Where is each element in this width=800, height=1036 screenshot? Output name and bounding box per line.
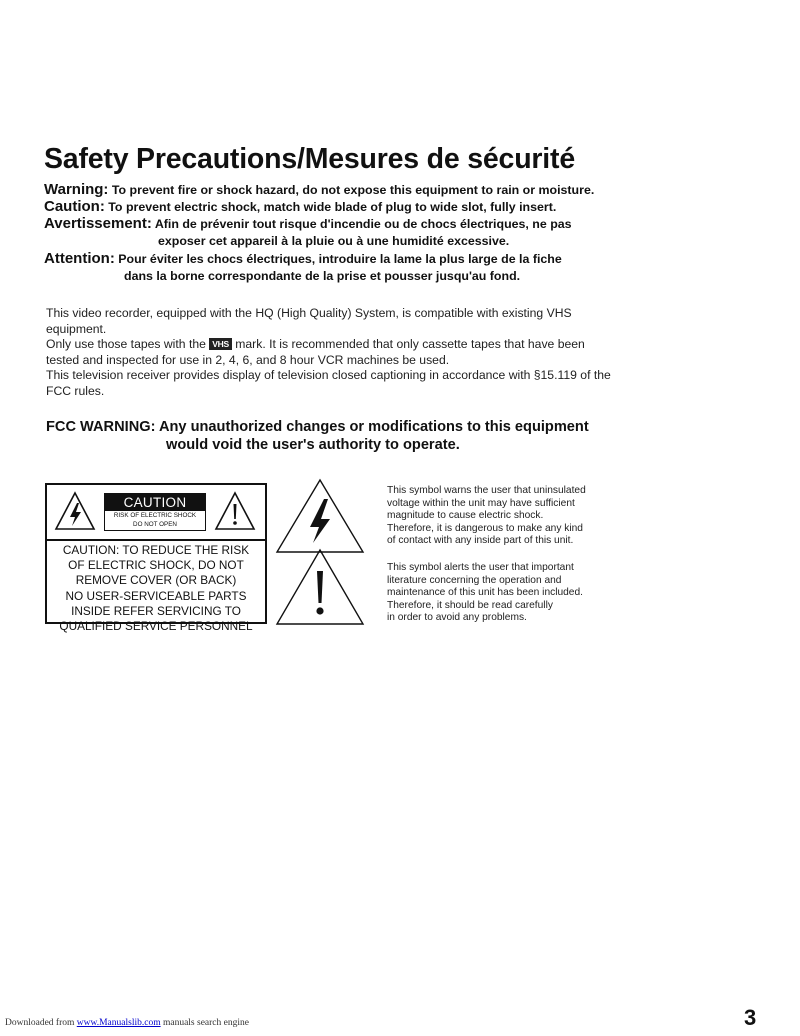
description-line: literature concerning the operation and <box>387 574 562 586</box>
lightning-triangle-icon <box>54 491 96 531</box>
avertissement-line <box>44 215 572 232</box>
caution-badge-sub-1: RISK OF ELECTRIC SHOCK <box>113 512 197 519</box>
warning-text: To prevent fire or shock hazard, do not expose this equipment to rain or moisture. <box>111 183 595 197</box>
page-title: Safety Precautions/Mesures de sécurité <box>44 143 575 175</box>
footer <box>5 1018 249 1028</box>
description-line: This symbol warns the user that uninsulated <box>387 485 586 496</box>
warning-line <box>44 181 594 198</box>
caution-line: NO USER-SERVICEABLE PARTS <box>65 588 247 603</box>
avertissement-text-cont: exposer cet appareil à la pluie ou à une humidité excessive. <box>158 234 510 248</box>
attention-line <box>44 250 562 267</box>
avertissement-label: Avertissement: <box>44 215 152 232</box>
attention-text-cont: dans la borne correspondante de la prise et pousser jusqu'au fond. <box>124 269 521 283</box>
footer-prefix: Downloaded from <box>5 1018 75 1028</box>
caution-line: CAUTION: TO REDUCE THE RISK <box>62 543 250 557</box>
caution-line <box>44 198 556 215</box>
caution-box-text <box>47 543 265 634</box>
exclamation-symbol-icon <box>274 547 366 627</box>
tapes-text-after: mark. It is recommended that only cassette tapes that have been tested and inspected for use in 2, 4, 6, and 8 hour VCR machines be used. <box>46 337 585 367</box>
avertissement-text: Afin de prévenir tout risque d'incendie ou de chocs électriques, ne pas <box>154 217 572 231</box>
caution-text: To prevent electric shock, match wide blade of plug to wide slot, fully insert. <box>108 200 557 214</box>
caution-badge <box>104 493 206 531</box>
warning-label: Warning: <box>44 181 109 198</box>
exclamation-triangle-icon <box>214 491 256 531</box>
fcc-line-2: would void the user's authority to operate. <box>166 437 460 453</box>
body-paragraphs <box>46 306 616 399</box>
description-line: magnitude to cause electric shock. <box>387 510 544 522</box>
exclamation-symbol-description <box>387 562 627 625</box>
manualslib-link[interactable]: www.Manualslib.com <box>76 1018 161 1028</box>
caution-box-divider <box>47 539 265 541</box>
description-line: Therefore, it should be read carefully <box>387 599 553 611</box>
description-line: Therefore, it is dangerous to make any kind <box>387 522 583 534</box>
attention-text: Pour éviter les chocs électriques, introduire la lame la plus large de la fiche <box>118 252 562 266</box>
caution-line: REMOVE COVER (OR BACK) <box>75 573 237 588</box>
vhs-mark: VHS <box>209 338 232 350</box>
tapes-text-before: Only use those tapes with the <box>46 337 206 351</box>
lightning-symbol-description <box>387 485 627 548</box>
caution-label-box <box>45 483 267 634</box>
page-number: 3 <box>744 1005 757 1030</box>
caution-label: Caution: <box>44 198 105 215</box>
fcc-line-1: Any unauthorized changes or modifications to this equipment <box>158 419 589 435</box>
description-line: in order to avoid any problems. <box>387 612 527 624</box>
caution-line: OF ELECTRIC SHOCK, DO NOT <box>68 558 244 573</box>
footer-suffix: manuals search engine <box>162 1018 249 1028</box>
caution-badge-sub-2: DO NOT OPEN <box>133 521 177 528</box>
captioning-paragraph: This television receiver provides display of television closed captioning in accordance with §15.119 of the FCC rules. <box>46 368 611 398</box>
attention-label: Attention: <box>44 250 115 267</box>
description-line: of contact with any inside part of this unit. <box>387 535 574 547</box>
fcc-warning <box>46 419 589 435</box>
caution-line: INSIDE REFER SERVICING TO <box>71 603 241 618</box>
lightning-bolt-symbol-icon <box>274 477 366 555</box>
description-line: This symbol alerts the user that important <box>387 562 574 573</box>
caution-line: QUALIFIED SERVICE PERSONNEL <box>59 619 253 634</box>
caution-box-header <box>47 485 265 539</box>
fcc-label: FCC WARNING: <box>46 419 156 435</box>
caution-badge-title: CAUTION <box>105 494 205 511</box>
description-line: maintenance of this unit has been included. <box>387 587 583 599</box>
tapes-paragraph <box>46 337 616 368</box>
description-line: voltage within the unit may have sufficient <box>387 497 575 509</box>
hq-system-paragraph: This video recorder, equipped with the HQ (High Quality) System, is compatible with existing VHS equipment. <box>46 306 572 336</box>
